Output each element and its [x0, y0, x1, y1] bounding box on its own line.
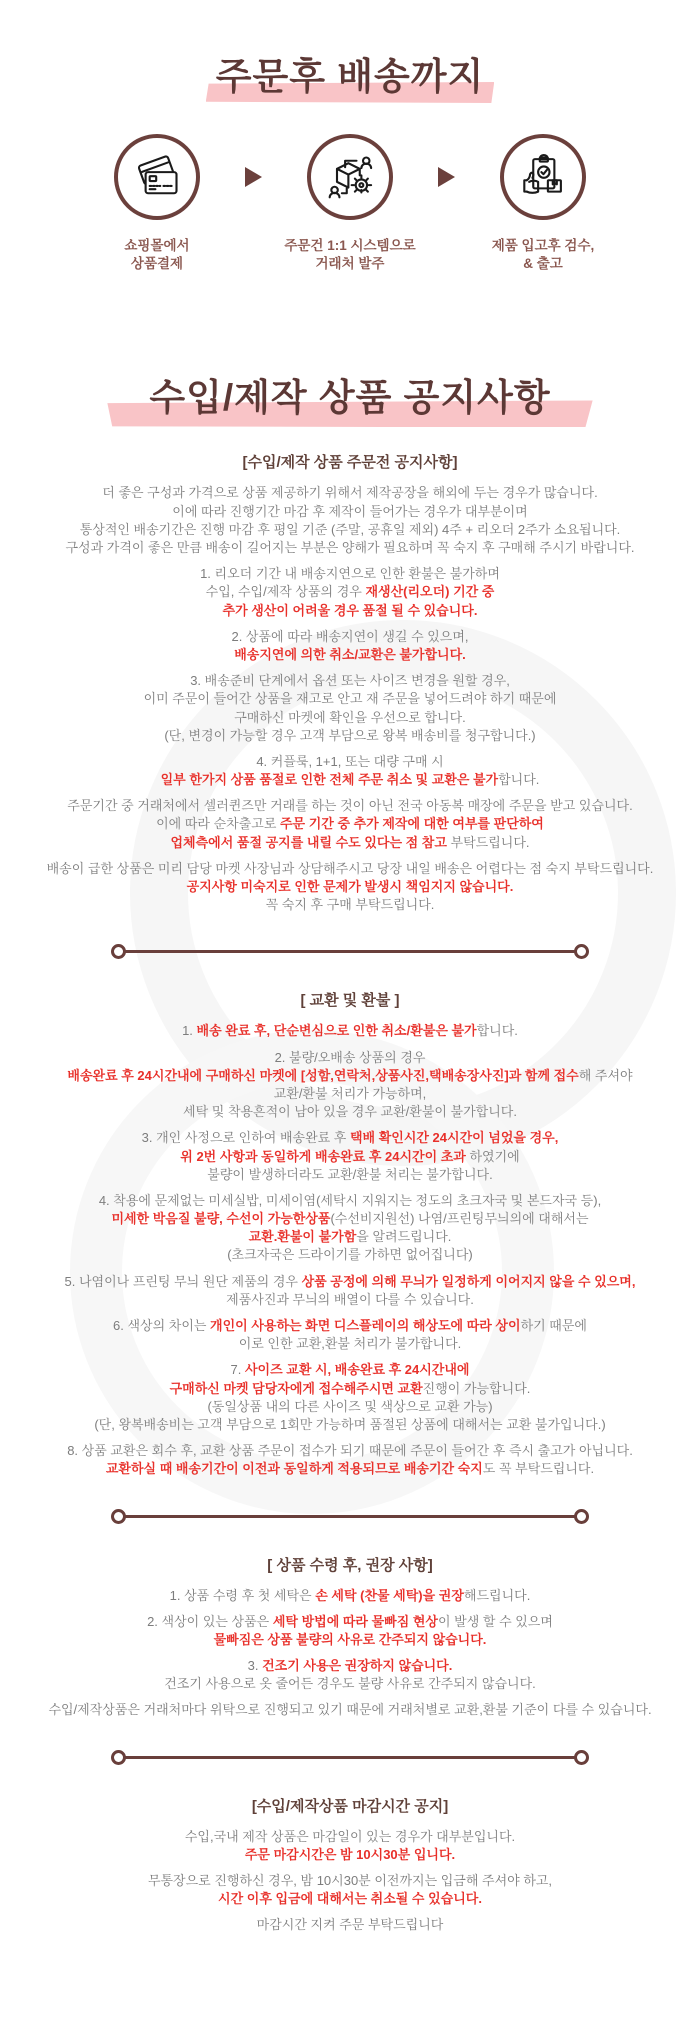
notice-text: 합니다. — [476, 1023, 518, 1039]
notice-text: 도 꼭 부탁드립니다. — [482, 1461, 595, 1477]
notice-paragraph — [30, 1442, 670, 1478]
notice-text: 수입, 수입/제작 상품의 경우 — [205, 584, 366, 600]
notice-paragraph — [30, 1828, 670, 1864]
notice-paragraph — [30, 1273, 670, 1309]
notice-paragraph — [30, 1587, 670, 1605]
credit-card-icon — [114, 134, 200, 220]
notice-text: 4. 커플룩, 1+1, 또는 대량 구매 시 — [256, 753, 444, 769]
divider-dot — [111, 944, 126, 959]
step-order-system — [262, 134, 438, 273]
notice-text: 꼭 숙지 후 구매 부탁드립니다. — [265, 897, 435, 913]
notice-paragraph — [30, 1657, 670, 1693]
notice-paragraph — [30, 797, 670, 852]
notice-text-emphasis: 상품 공정에 의해 무늬가 일정하게 이어지지 않을 수 있으며, — [301, 1273, 636, 1289]
arrow-right-icon — [245, 167, 262, 187]
notice-text-emphasis: 위 2번 사항과 동일하게 배송완료 후 24시간이 초과 — [180, 1148, 466, 1164]
notice-paragraph — [30, 1129, 670, 1184]
notice-text: 불량이 발생하더라도 교환/환불 처리는 불가합니다. — [207, 1166, 493, 1182]
section-heading: [수입/제작 상품 주문전 공지사항] — [242, 454, 458, 472]
step-caption: 제품 입고후 검수, & 출고 — [491, 238, 595, 272]
notice-text: 7. — [230, 1362, 245, 1378]
notice-text-emphasis: 업체측에서 품절 공지를 내릴 수도 있다는 점 참고 — [170, 834, 447, 850]
notice-paragraph — [30, 860, 670, 915]
notice-text: 구성과 가격이 좋은 만큼 배송이 길어지는 부분은 양해가 필요하며 꼭 숙지 후 구매해 주시기 바랍니다. — [65, 540, 635, 555]
notice-body — [30, 451, 670, 1934]
notice-text-emphasis: 택배 확인시간 24시간이 넘었을 경우, — [349, 1130, 559, 1146]
divider-line — [125, 1756, 575, 1759]
notice-text: 해드립니다. — [463, 1587, 531, 1603]
notice-text: 5. 나염이나 프린팅 무늬 원단 제품의 경우 — [64, 1273, 302, 1289]
notice-text: 1. 리오더 기간 내 배송지연으로 인한 환불은 불가하며 — [200, 566, 500, 582]
notice-text: 교환/환불 처리가 가능하며, — [273, 1085, 427, 1101]
notice-text-emphasis: 공지사항 미숙지로 인한 문제가 발생시 책임지지 않습니다. — [186, 879, 514, 894]
notice-text-emphasis: 미세한 박음질 불량, 수선이 가능한상품 — [111, 1211, 331, 1227]
notice-paragraph — [30, 1701, 670, 1719]
divider-dot — [574, 1509, 589, 1524]
notice-text-emphasis: 개인이 사용하는 화면 디스플레이의 해상도에 따라 상이 — [210, 1318, 521, 1333]
section-divider — [111, 1750, 589, 1765]
notice-text: 마감시간 지켜 주문 부탁드립니다 — [256, 1917, 444, 1933]
notice-text-emphasis: 주문 기간 중 추가 제작에 대한 여부를 판단하여 — [279, 816, 544, 832]
notice-text: 8. 상품 교환은 회수 후, 교환 상품 주문이 접수가 되기 때문에 주문이 들어간 후 즉시 출고가 아닙니다. — [67, 1443, 633, 1459]
divider-dot — [574, 1750, 589, 1765]
notice-paragraph — [30, 672, 670, 745]
notice-text-emphasis: 물빠짐은 상품 불량의 사유로 간주되지 않습니다. — [213, 1631, 487, 1647]
notice-text: 진행이 가능합니다. — [422, 1380, 531, 1396]
notice-text: 합니다. — [498, 772, 540, 788]
notice-text: (동일상품 내의 다른 사이즈 및 색상으로 교환 가능) — [207, 1398, 493, 1414]
notice-text: 이 발생 할 수 있으며 — [438, 1613, 553, 1629]
notice-text: 건조기 사용으로 옷 줄어든 경우도 불량 사유로 간주되지 않습니다. — [164, 1676, 536, 1692]
divider-dot — [574, 944, 589, 959]
notice-text: 이미 주문이 들어간 상품을 재고로 안고 재 주문을 넣어드려야 하기 때문에 — [143, 691, 557, 707]
notice-paragraph — [30, 1049, 670, 1122]
arrow-right-icon — [438, 167, 455, 187]
notice-text-emphasis: 일부 한가지 상품 품절로 인한 전체 주문 취소 및 교환은 불가 — [160, 772, 499, 788]
notice-text: 무통장으로 진행하신 경우, 밤 10시30분 이전까지는 입금해 주셔야 하고, — [147, 1873, 553, 1888]
notice-text: 구매하신 마켓에 확인을 우선으로 합니다. — [234, 709, 466, 725]
divider-dot — [111, 1509, 126, 1524]
notice-text: 2. 상품에 따라 배송지연이 생길 수 있으며, — [231, 628, 469, 644]
notice-text: 수입,국내 제작 상품은 마감일이 있는 경우가 대부분입니다. — [184, 1828, 516, 1844]
notice-text-emphasis: 건조기 사용은 권장하지 않습니다. — [262, 1658, 453, 1674]
notice-text: 을 알려드립니다. — [356, 1229, 452, 1245]
notice-paragraph — [30, 1916, 670, 1934]
notice-text-emphasis: 교환하실 때 배송기간이 이전과 동일하게 적용되므로 배송기간 숙지 — [105, 1461, 483, 1477]
notice-text: (수선비지원선) 나염/프린팅무늬의에 대해서는 — [330, 1211, 589, 1227]
notice-text: 배송이 급한 상품은 미리 담당 마켓 사장님과 상담해주시고 당장 내일 배송은 어렵다는 점 숙지 부탁드립니다. — [46, 860, 654, 876]
notice-text: 2. 불량/오배송 상품의 경우 — [274, 1049, 426, 1065]
notice-text-emphasis: 교환.환불이 불가함 — [248, 1229, 357, 1245]
notice-paragraph — [30, 1361, 670, 1434]
notice-text: 하기 때문에 — [520, 1318, 587, 1333]
process-title: 주문후 배송까지 — [216, 46, 484, 100]
notice-text: 6. 색상의 차이는 — [113, 1318, 211, 1333]
notice-text: 세탁 및 착용흔적이 남아 있을 경우 교환/환불이 불가합니다. — [183, 1104, 517, 1120]
notice-paragraph — [30, 1317, 670, 1353]
notice-text: (단, 왕복배송비는 고객 부담으로 1회만 가능하며 품절된 상품에 대해서는 교환 불가입니다.) — [94, 1416, 606, 1432]
notice-text-emphasis: 추가 생산이 어려울 경우 품절 될 수 있습니다. — [222, 602, 478, 618]
notice-text: 3. 개인 사정으로 인하여 배송완료 후 — [141, 1130, 350, 1146]
notice-paragraph — [30, 1613, 670, 1649]
section-divider — [111, 944, 589, 959]
notice-text: 이로 인한 교환,환불 처리가 불가합니다. — [238, 1336, 462, 1352]
notice-paragraph — [30, 753, 670, 789]
notice-text: 통상적인 배송기간은 진행 마감 후 평일 기준 (주말, 공휴일 제외) 4주 + 리오더 2주가 소요됩니다. — [79, 521, 621, 537]
section-heading: [ 상품 수령 후, 권장 사항] — [267, 1556, 433, 1574]
section-divider — [111, 1509, 589, 1524]
divider-dot — [111, 1750, 126, 1765]
notice-paragraph — [30, 484, 670, 557]
step-payment — [69, 134, 245, 273]
step-caption: 쇼핑몰에서 상품결제 — [124, 238, 190, 272]
notice-text: 3. — [247, 1658, 263, 1674]
divider-line — [125, 1515, 575, 1518]
notice-text-emphasis: 구매하신 마켓 담당자에게 접수해주시면 교환 — [169, 1380, 423, 1396]
notice-text: 2. 색상이 있는 상품은 — [147, 1613, 273, 1629]
notice-paragraph — [30, 1192, 670, 1265]
notice-text: (초크자국은 드라이기를 가하면 없어집니다) — [227, 1247, 473, 1263]
notice-text-emphasis: 사이즈 교환 시, 배송완료 후 24시간내에 — [244, 1362, 470, 1378]
order-system-icon — [307, 134, 393, 220]
notice-text-emphasis: 세탁 방법에 따라 물빠짐 현상 — [272, 1613, 438, 1629]
notice-text: 1. 상품 수령 후 첫 세탁은 — [169, 1587, 316, 1603]
notice-text-emphasis: 배송지연에 의한 취소/교환은 불가합니다. — [234, 646, 466, 662]
notice-text: 4. 착용에 문제없는 미세실밥, 미세이염(세탁시 지워지는 정도의 초크자국 및 본드자국 등), — [98, 1192, 602, 1208]
step-caption: 주문건 1:1 시스템으로 거래처 발주 — [284, 238, 416, 272]
notice-text-emphasis: 주문 마감시간은 밤 10시30분 입니다. — [244, 1846, 456, 1862]
divider-line — [125, 950, 575, 953]
order-process-steps — [0, 134, 700, 273]
notice-paragraph — [30, 565, 670, 620]
notice-text: 수입/제작상품은 거래처마다 위탁으로 진행되고 있기 때문에 거래처별로 교환,환불 기준이 다를 수 있습니다. — [48, 1702, 652, 1718]
section-heading: [수입/제작상품 마감시간 공지] — [251, 1797, 449, 1815]
notice-text: 해 주셔야 — [578, 1067, 633, 1083]
notice-text: 이에 따라 진행기간 마감 후 제작이 들어가는 경우가 대부분이며 — [172, 503, 528, 519]
notice-text-emphasis: 시간 이후 입금에 대해서는 취소될 수 있습니다. — [218, 1891, 482, 1907]
notice-text: 1. — [182, 1023, 197, 1039]
notice-text: 부탁드립니다. — [446, 834, 530, 850]
notice-text: 더 좋은 구성과 가격으로 상품 제공하기 위해서 제작공장을 해외에 두는 경우가 많습니다. — [102, 485, 598, 501]
section-heading: [ 교환 및 환불 ] — [300, 992, 400, 1010]
notice-text-emphasis: 재생산(리오더) 기간 중 — [365, 584, 495, 600]
notice-paragraph — [30, 1022, 670, 1040]
receiving-inspection-icon — [500, 134, 586, 220]
notice-text-emphasis: 손 세탁 (찬물 세탁)을 권장 — [315, 1587, 464, 1603]
step-inspection — [455, 134, 631, 273]
notice-text: 제품사진과 무늬의 배열이 다를 수 있습니다. — [226, 1291, 474, 1307]
notice-text: 3. 배송준비 단계에서 옵션 또는 사이즈 변경을 원할 경우, — [190, 673, 510, 689]
notice-text-emphasis: 배송 완료 후, 단순변심으로 인한 취소/환불은 불가 — [196, 1023, 477, 1039]
notice-paragraph — [30, 628, 670, 664]
notice-paragraph — [30, 1872, 670, 1908]
notice-title: 수입/제작 상품 공지사항 — [149, 367, 550, 421]
notice-text: 하였기에 — [465, 1148, 520, 1164]
notice-text: 주문기간 중 거래처에서 셀러퀸즈만 거래를 하는 것이 아닌 전국 아동복 매장에 주문을 받고 있습니다. — [67, 798, 633, 814]
notice-text: (단, 변경이 가능할 경우 고객 부담으로 왕복 배송비를 청구합니다.) — [164, 727, 536, 743]
notice-text-emphasis: 배송완료 후 24시간내에 구매하신 마켓에 [성함,연락처,상품사진,택배송장사진]과 함께 접수 — [67, 1067, 579, 1083]
notice-text: 이에 따라 순차출고로 — [156, 816, 280, 832]
